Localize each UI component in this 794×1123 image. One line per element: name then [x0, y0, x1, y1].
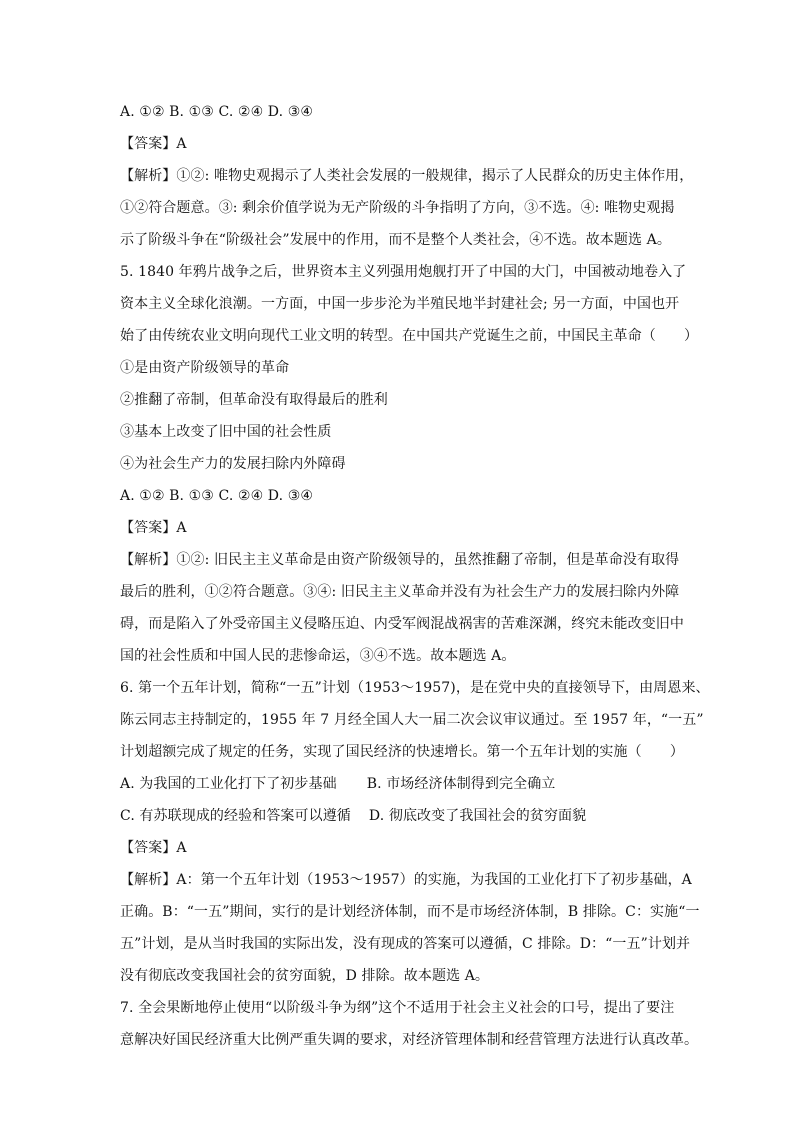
document-content	[120, 100, 710, 1052]
q4-analysis-line: 【解析】①②: 唯物史观揭示了人类社会发展的一般规律，揭示了人民群众的历史主体作用，	[120, 168, 694, 184]
q5-stem-line: 5. 1840 年鸦片战争之后，世界资本主义列强用炮舰打开了中国的大门，中国被动地卷入了	[120, 264, 687, 280]
q5-item: ②推翻了帝制，但革命没有取得最后的胜利	[120, 392, 388, 408]
q5-item: ①是由资产阶级领导的革命	[120, 360, 290, 376]
q4-analysis-line: 示了阶级斗争在“阶级社会”发展中的作用，而不是整个人类社会，④不选。故本题选 A。	[120, 232, 671, 248]
q6-option-a: A. 为我国的工业化打下了初步基础	[120, 776, 337, 792]
q5-stem-line: 资本主义全球化浪潮。一方面，中国一步步沦为半殖民地半封建社会; 另一方面，中国也开	[120, 296, 680, 312]
q6-options-row	[120, 772, 682, 796]
q7-stem-line: 7. 全会果断地停止使用“以阶级斗争为纲”这个不适用于社会主义社会的口号，提出了要注	[120, 1000, 675, 1016]
q5-analysis-line: 【解析】①②: 旧民主主义革命是由资产阶级领导的，虽然推翻了帝制，但是革命没有取得	[120, 552, 680, 568]
q6-option-d: D. 彻底改变了我国社会的贫穷面貌	[368, 808, 587, 824]
q5-answer: 【答案】A	[120, 520, 187, 536]
q6-options-row	[120, 804, 682, 828]
q6-option-b: B. 市场经济体制得到完全确立	[366, 776, 556, 792]
q6-option-c: C. 有苏联现成的经验和答案可以遵循	[120, 808, 351, 824]
q5-stem-line: 始了由传统农业文明向现代工业文明的转型。在中国共产党诞生之前，中国民主革命（ ）	[120, 328, 699, 344]
q7-stem-line: 意解决好国民经济重大比例严重失调的要求，对经济管理体制和经营管理方法进行认真改革。	[120, 1032, 699, 1048]
q4-answer: 【答案】A	[120, 136, 187, 152]
q5-analysis-line: 国的社会性质和中国人民的悲惨命运，③④不选。故本题选 A。	[120, 648, 516, 664]
q6-stem-line: 陈云同志主持制定的，1955 年 7 月经全国人大一届二次会议审议通过。至 1957 年，“一五”	[120, 712, 704, 728]
q5-item: ④为社会生产力的发展扫除内外障碍	[120, 456, 346, 472]
q6-analysis-line: 五”计划，是从当时我国的实际出发，没有现成的答案可以遵循，C 排除。D：“一五”计划并	[120, 936, 691, 952]
q4-options: A. ①② B. ①③ C. ②④ D. ③④	[120, 104, 313, 120]
q5-item: ③基本上改变了旧中国的社会性质	[120, 424, 332, 440]
q5-options: A. ①② B. ①③ C. ②④ D. ③④	[120, 488, 313, 504]
q4-analysis-line: ①②符合题意。③: 剩余价值学说为无产阶级的斗争指明了方向，③不选。④: 唯物史观揭	[120, 200, 675, 216]
q6-analysis-line: 正确。B：“一五”期间，实行的是计划经济体制，而不是市场经济体制，B 排除。C：实施“一	[120, 904, 700, 920]
q6-stem-line: 计划超额完成了规定的任务，实现了国民经济的快速增长。第一个五年计划的实施（ ）	[120, 744, 684, 760]
q6-analysis-line: 没有彻底改变我国社会的贫穷面貌，D 排除。故本题选 A。	[120, 968, 490, 984]
q6-answer: 【答案】A	[120, 840, 187, 856]
q6-analysis-line: 【解析】A：第一个五年计划（1953～1957）的实施，为我国的工业化打下了初步基础，A	[120, 872, 692, 888]
q6-stem-line: 6. 第一个五年计划，简称“一五”计划（1953～1957)，是在党中央的直接领导下，由周恩来、	[120, 680, 710, 696]
q5-analysis-line: 碍，而是陷入了外受帝国主义侵略压迫、内受军阀混战祸害的苦难深渊，终究未能改变旧中	[120, 616, 684, 632]
q5-analysis-line: 最后的胜利，①②符合题意。③④: 旧民主主义革命并没有为社会生产力的发展扫除内外障	[120, 584, 680, 600]
